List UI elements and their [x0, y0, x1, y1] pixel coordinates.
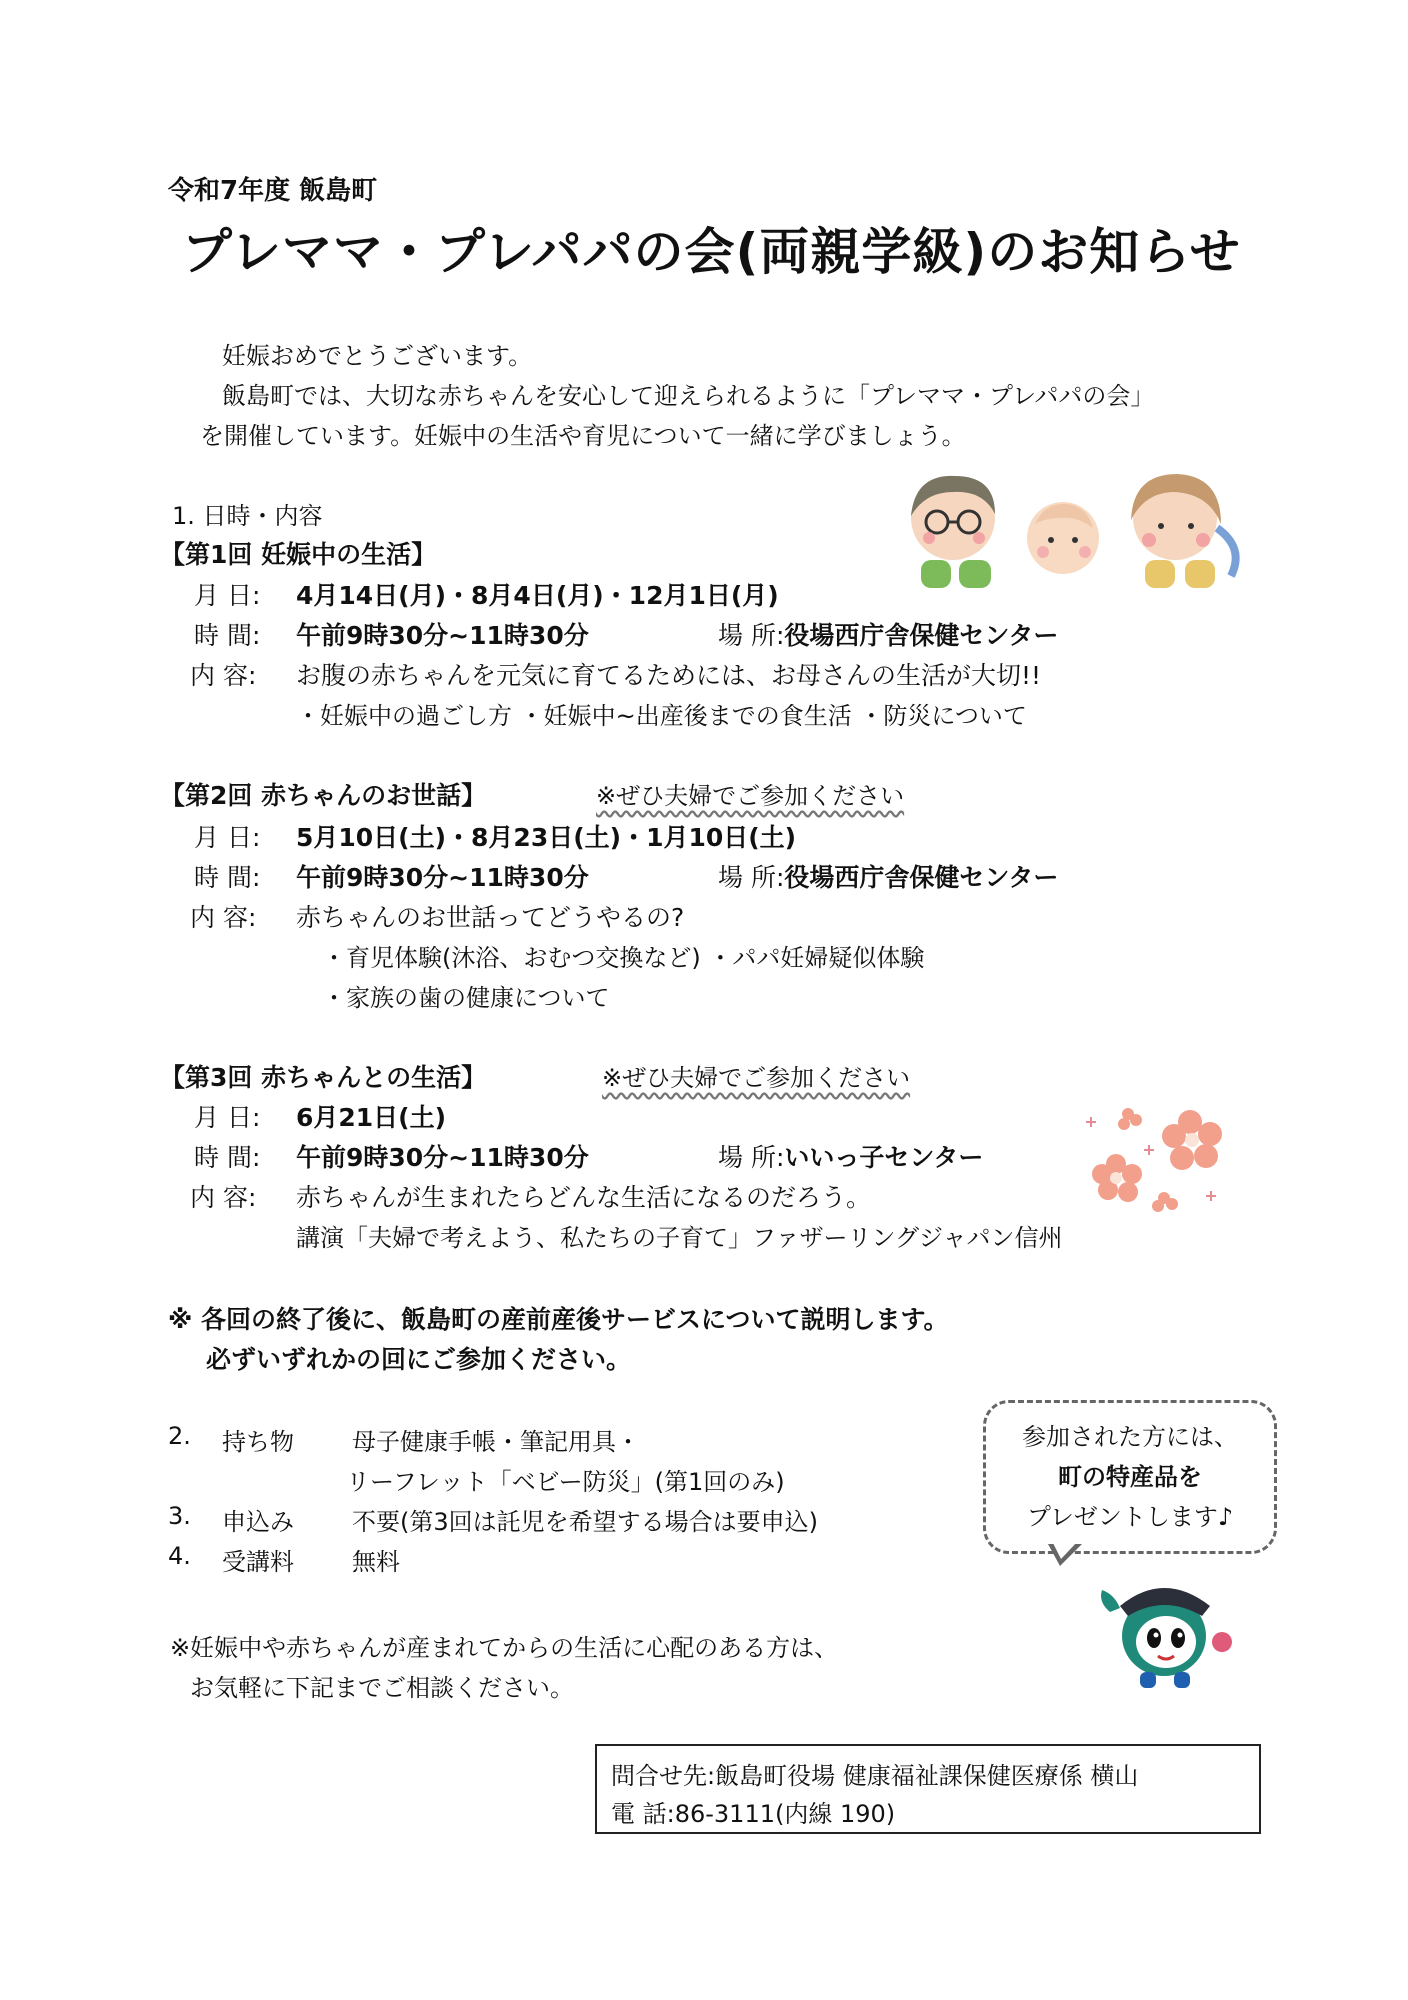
session-2-bullet-2: ・家族の歯の健康について: [322, 984, 610, 1012]
session-1-heading: 【第1回 妊娠中の生活】: [160, 540, 437, 569]
item-2-num: 2.: [168, 1422, 191, 1450]
session-1-content: 内 容: お腹の赤ちゃんを元気に育てるためには、お母さんの生活が大切!!: [190, 661, 1042, 690]
item-3-num: 3.: [168, 1502, 191, 1530]
mascot-illustration: [1090, 1572, 1240, 1692]
session-3-place: 場 所:いいっ子センター: [718, 1143, 984, 1172]
bubble-line-1: 参加された方には、: [1022, 1423, 1238, 1451]
item-2-label: 持ち物: [222, 1428, 294, 1456]
item-4-label: 受講料: [222, 1548, 294, 1576]
item-3-value: 不要(第3回は託児を希望する場合は要申込): [352, 1508, 818, 1536]
item-2-value-2: リーフレット「ベビー防災」(第1回のみ): [346, 1468, 785, 1496]
page-title: プレママ・プレパパの会(両親学級)のお知らせ: [182, 223, 1241, 281]
gift-speech-bubble: [983, 1400, 1277, 1554]
consult-line-2: お気軽に下記までご相談ください。: [190, 1674, 574, 1702]
bubble-line-3: プレゼントします♪: [1026, 1503, 1234, 1531]
session-2-place: 場 所:役場西庁舎保健センター: [718, 863, 1059, 892]
session-2-note: ※ぜひ夫婦でご参加ください: [596, 782, 905, 810]
org-heading: 令和7年度 飯島町: [168, 176, 378, 206]
session-2-heading: 【第2回 赤ちゃんのお世話】: [160, 781, 487, 810]
session-2-date: 月 日: 5月10日(土)・8月23日(土)・1月10日(土): [194, 823, 797, 852]
session-3-content: 内 容: 赤ちゃんが生まれたらどんな生活になるのだろう。: [190, 1183, 872, 1212]
session-3-date: 月 日: 6月21日(土): [194, 1103, 447, 1132]
session-1-place: 場 所:役場西庁舎保健センター: [718, 621, 1059, 650]
flowers-illustration: [1082, 1092, 1232, 1212]
consult-line-1: ※妊娠中や赤ちゃんが産まれてからの生活に心配のある方は、: [170, 1634, 839, 1662]
session-1-time: 時 間: 午前9時30分~11時30分: [194, 621, 589, 650]
contact-line-1: 問合せ先:飯島町役場 健康福祉課保健医療係 横山: [611, 1762, 1139, 1790]
item-2-value: 母子健康手帳・筆記用具・: [352, 1428, 640, 1456]
remark-line-1: ※ 各回の終了後に、飯島町の産前産後サービスについて説明します。: [168, 1305, 949, 1334]
session-2-bullet-1: ・育児体験(沐浴、おむつ交換など) ・パパ妊婦疑似体験: [322, 944, 925, 972]
remark-line-2: 必ずいずれかの回にご参加ください。: [206, 1345, 632, 1374]
item-4-value: 無料: [352, 1548, 400, 1576]
contact-box: [595, 1744, 1261, 1834]
session-3-heading: 【第3回 赤ちゃんとの生活】: [160, 1063, 487, 1092]
bubble-line-2: 町の特産品を: [1058, 1463, 1202, 1491]
family-illustration: [895, 468, 1255, 598]
session-3-note: ※ぜひ夫婦でご参加ください: [602, 1064, 911, 1092]
section-1-heading: 1. 日時・内容: [172, 502, 323, 530]
contact-line-2: 電 話:86-3111(内線 190): [611, 1800, 896, 1828]
session-1-date: 月 日: 4月14日(月)・8月4日(月)・12月1日(月): [194, 581, 779, 610]
session-3-time: 時 間: 午前9時30分~11時30分: [194, 1143, 589, 1172]
intro-line-3: を開催しています。妊娠中の生活や育児について一緒に学びましょう。: [200, 422, 966, 450]
item-3-label: 申込み: [222, 1508, 294, 1536]
intro-line-2: 飯島町では、大切な赤ちゃんを安心して迎えられるように「プレママ・プレパパの会」: [222, 382, 1155, 410]
intro-line-1: 妊娠おめでとうございます。: [222, 342, 533, 370]
session-2-content: 内 容: 赤ちゃんのお世話ってどうやるの?: [190, 903, 685, 932]
session-2-time: 時 間: 午前9時30分~11時30分: [194, 863, 589, 892]
item-4-num: 4.: [168, 1542, 191, 1570]
session-1-bullets: ・妊娠中の過ごし方 ・妊娠中~出産後までの食生活 ・防災について: [296, 702, 1027, 730]
session-3-lecture: 講演「夫婦で考えよう、私たちの子育て」ファザーリングジャパン信州: [296, 1224, 1063, 1252]
bubble-tail-inner: [1052, 1541, 1078, 1559]
